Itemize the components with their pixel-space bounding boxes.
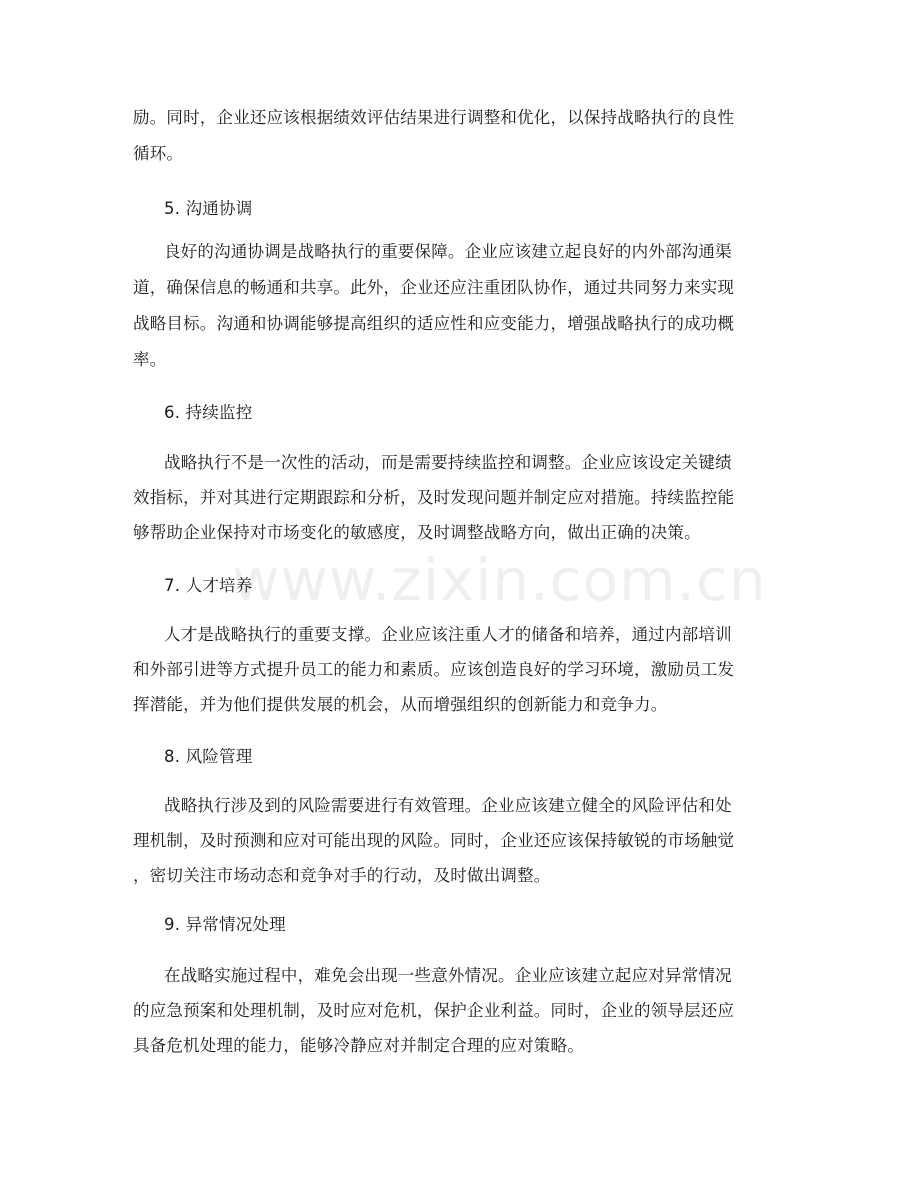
paragraph-line: 效指标，并对其进行定期跟踪和分析，及时发现问题并制定应对措施。持续监控能 [133, 488, 735, 507]
section-heading-6: 6. 持续监控 [164, 403, 253, 422]
paragraph-line: 够帮助企业保持对市场变化的敏感度，及时调整战略方向，做出正确的决策。 [133, 523, 701, 542]
paragraph-line: 战略执行涉及到的风险需要进行有效管理。企业应该建立健全的风险评估和处 [164, 796, 732, 815]
section-heading-8: 8. 风险管理 [164, 747, 253, 766]
paragraph-line: 良好的沟通协调是战略执行的重要保障。企业应该建立起良好的内外部沟通渠 [164, 242, 732, 261]
paragraph-line: 战略执行不是一次性的活动，而是需要持续监控和调整。企业应该设定关键绩 [164, 453, 732, 472]
section-heading-9: 9. 异常情况处理 [164, 915, 286, 934]
watermark: www.zixin.com.cn [232, 546, 767, 614]
paragraph-line: 人才是战略执行的重要支撑。企业应该注重人才的储备和培养，通过内部培训 [164, 625, 732, 644]
paragraph-line: 挥潜能，并为他们提供发展的机会，从而增强组织的创新能力和竞争力。 [133, 695, 668, 714]
paragraph-line: 理机制，及时预测和应对可能出现的风险。同时，企业还应该保持敏锐的市场触觉 [133, 831, 735, 850]
paragraph-line: 道，确保信息的畅通和共享。此外，企业还应注重团队协作，通过共同努力来实现 [133, 278, 735, 297]
section-heading-7: 7. 人才培养 [164, 576, 253, 595]
paragraph-line: ，密切关注市场动态和竞争对手的行动，及时做出调整。 [133, 866, 551, 885]
paragraph-line: 励。同时，企业还应该根据绩效评估结果进行调整和优化，以保持战略执行的良性 [133, 108, 735, 127]
paragraph-line: 战略目标。沟通和协调能够提高组织的适应性和应变能力，增强战略执行的成功概 [133, 314, 735, 333]
paragraph-line: 和外部引进等方式提升员工的能力和素质。应该创造良好的学习环境，激励员工发 [133, 660, 735, 679]
paragraph-line: 率。 [133, 350, 167, 369]
paragraph-line: 具备危机处理的能力，能够冷静应对并制定合理的应对策略。 [133, 1036, 584, 1055]
section-heading-5: 5. 沟通协调 [164, 199, 253, 218]
paragraph-line: 的应急预案和处理机制，及时应对危机，保护企业利益。同时，企业的领导层还应 [133, 1001, 735, 1020]
paragraph-line: 循环。 [133, 144, 184, 163]
paragraph-line: 在战略实施过程中，难免会出现一些意外情况。企业应该建立起应对异常情况 [164, 966, 732, 985]
